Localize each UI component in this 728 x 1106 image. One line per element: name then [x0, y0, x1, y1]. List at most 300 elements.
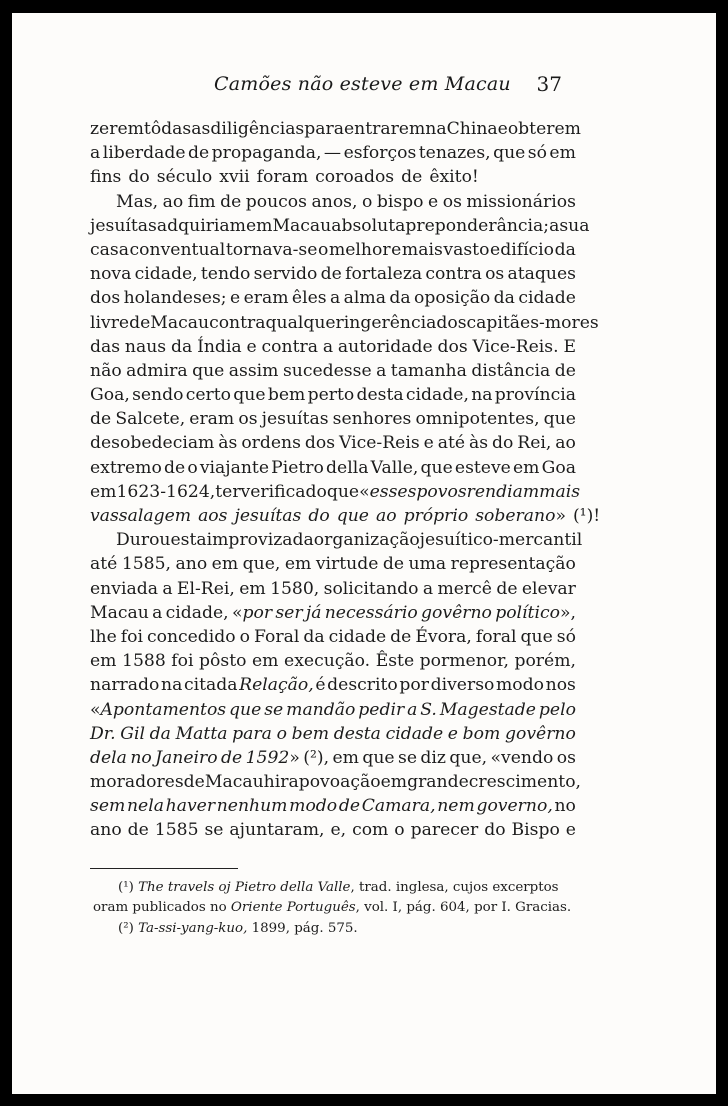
word-fragment: da [493, 288, 515, 309]
word-fragment: de [90, 409, 112, 430]
word [288, 770, 298, 794]
word [144, 117, 191, 141]
word [469, 770, 581, 794]
word [90, 625, 117, 649]
word-fragment: desta [356, 385, 404, 406]
word-fragment: Mas, [116, 191, 159, 212]
word-fragment: senhores [332, 409, 412, 430]
word-fragment: os [238, 409, 258, 430]
word-fragment: Goa [541, 457, 576, 478]
word [508, 262, 576, 286]
footnote-fragment: , trad. inglesa, cujos excerptos [350, 880, 559, 895]
word-fragment: autoridade [337, 336, 433, 357]
word-fragment: entrarem [343, 119, 426, 139]
word-fragment: só [556, 626, 576, 647]
word-fragment: tendo [200, 264, 251, 285]
word [498, 117, 508, 141]
word-fragment: e [497, 119, 508, 139]
word [184, 673, 238, 697]
word [90, 480, 116, 504]
word [244, 286, 289, 310]
word-fragment: é [315, 675, 326, 696]
word [424, 431, 434, 455]
word [383, 552, 404, 576]
word-fragment: em [252, 651, 279, 672]
word-fragment: no [130, 747, 152, 768]
word-fragment: que, [449, 747, 488, 768]
word [229, 359, 279, 383]
word-fragment: sucedesse [282, 360, 372, 381]
word-fragment: se [398, 747, 417, 768]
word-fragment: qualquer [265, 312, 344, 333]
word-fragment: organização [313, 530, 420, 551]
word-fragment: admira [126, 360, 188, 381]
word-fragment: extremo [90, 457, 162, 478]
word-fragment: narrado [90, 675, 160, 696]
word [128, 818, 149, 842]
word-fragment: ao [555, 433, 576, 454]
word-fragment: 1623-1624, [116, 481, 216, 502]
word [90, 311, 129, 335]
word-fragment: jesuítico-mercantil [419, 530, 583, 551]
word-fragment: Macau [204, 772, 264, 793]
word-fragment: representação [450, 554, 576, 575]
word [407, 698, 417, 722]
word [192, 359, 224, 383]
word [352, 818, 388, 842]
word-fragment: vasto [443, 239, 490, 260]
word [327, 480, 359, 504]
word-fragment: hir [263, 772, 289, 793]
word-fragment: pelo [538, 699, 576, 720]
word-fragment: de [187, 143, 210, 164]
text-line [90, 238, 576, 262]
word-fragment: eram [243, 288, 289, 309]
word-fragment: que [229, 699, 262, 720]
word [467, 480, 540, 504]
text-line [90, 456, 576, 480]
word [209, 311, 265, 335]
word-fragment: a [152, 602, 163, 623]
word-fragment: os [556, 747, 576, 768]
word-fragment: contra [425, 264, 482, 285]
word [220, 190, 241, 214]
word [471, 383, 492, 407]
word [284, 649, 370, 673]
word [207, 528, 314, 552]
word-fragment: a [322, 336, 334, 357]
word [557, 625, 576, 649]
word [440, 698, 536, 722]
word-fragment: Goa, [90, 385, 130, 406]
word [229, 698, 261, 722]
word-fragment: que [493, 143, 526, 164]
word-fragment: foi [171, 651, 194, 672]
word-fragment: missionários [466, 191, 576, 212]
word-fragment: naus [124, 336, 167, 357]
word-fragment: da [554, 239, 576, 260]
word-fragment: soberano [475, 506, 556, 526]
word-fragment: perto [307, 385, 355, 406]
word [234, 504, 301, 528]
word-fragment: por [242, 602, 273, 623]
word-fragment: ingerência [343, 312, 437, 333]
word [262, 407, 329, 431]
word [518, 286, 576, 310]
word-fragment: foram [256, 167, 309, 188]
word [345, 262, 422, 286]
word [132, 383, 183, 407]
text-line [90, 214, 590, 238]
word-fragment: contra [261, 336, 318, 357]
text-line [90, 649, 576, 673]
word [266, 311, 344, 335]
word [359, 480, 416, 504]
word-fragment: pormenor, [419, 651, 509, 672]
word-fragment: bem [267, 385, 306, 406]
word [90, 504, 191, 528]
word-fragment: ataques [507, 264, 576, 285]
word [246, 214, 272, 238]
word-fragment: E [563, 336, 576, 357]
word-fragment: esta [170, 530, 207, 551]
word [404, 504, 469, 528]
word [344, 141, 417, 165]
word [116, 190, 158, 214]
word [176, 722, 228, 746]
word-fragment: « [90, 699, 101, 720]
word [254, 262, 318, 286]
word [264, 698, 283, 722]
word-fragment: 1592 [245, 747, 290, 768]
word [409, 552, 447, 576]
word-fragment: necessário [324, 602, 418, 623]
word-fragment: fim [187, 191, 216, 212]
word-fragment: esforços [343, 143, 417, 164]
word [423, 577, 433, 601]
word-fragment: descrito [327, 675, 398, 696]
word-fragment: na [425, 119, 447, 139]
word [528, 141, 547, 165]
word-fragment: a [376, 360, 387, 381]
word [238, 407, 257, 431]
word [415, 407, 539, 431]
footnote-fragment: 1899, pág. 575. [247, 920, 358, 936]
word-fragment: que [233, 385, 266, 406]
word-fragment: foral [475, 626, 517, 647]
word-fragment: Matta [175, 723, 228, 744]
word-fragment: de [220, 191, 242, 212]
word-fragment: povoação [298, 772, 381, 793]
word [205, 770, 264, 794]
word [344, 286, 386, 310]
word [539, 480, 580, 504]
text-line [90, 625, 576, 649]
word-fragment: do [491, 433, 514, 454]
text-line [90, 794, 576, 818]
word-fragment: na [471, 385, 493, 406]
word [362, 746, 394, 770]
word [90, 359, 122, 383]
word-fragment: o [394, 820, 405, 841]
word-fragment: dos [437, 336, 468, 357]
word [125, 335, 166, 359]
word [127, 794, 164, 818]
text-line [90, 165, 576, 189]
word [329, 238, 391, 262]
word-fragment: governo, [476, 796, 553, 817]
word-fragment: cidade [385, 723, 444, 744]
word-fragment: a [407, 699, 418, 720]
word-fragment: fortaleza [345, 264, 423, 285]
word [272, 214, 331, 238]
word-fragment: o [239, 626, 251, 647]
word-fragment: ter [215, 481, 241, 502]
word [429, 165, 479, 189]
word-fragment: com [352, 820, 389, 841]
word [467, 311, 599, 335]
text-line [90, 722, 576, 746]
word-fragment: Janeiro [155, 747, 218, 768]
word [394, 818, 404, 842]
word [517, 431, 551, 455]
word [402, 238, 443, 262]
word [90, 770, 184, 794]
word-fragment: jesuítas [90, 215, 157, 236]
word-fragment: Índia [197, 336, 242, 357]
word-fragment: século [156, 167, 213, 188]
word-fragment: jesuítas [234, 506, 302, 526]
word [415, 625, 472, 649]
word-fragment: da [149, 723, 171, 744]
word [122, 649, 166, 673]
word-fragment: eram [189, 409, 235, 430]
word-fragment: cidade [328, 626, 387, 647]
word [283, 359, 372, 383]
word [90, 673, 159, 697]
word-fragment: o [318, 239, 329, 260]
word [376, 504, 397, 528]
word [314, 528, 420, 552]
text-line [90, 286, 576, 310]
word-fragment: Évora, [415, 626, 472, 647]
word [304, 117, 344, 141]
word-fragment: » [555, 506, 566, 526]
word [327, 673, 398, 697]
word [218, 431, 237, 455]
word [90, 431, 214, 455]
word-fragment: cidade, [165, 602, 229, 623]
word-fragment: adquiriam [156, 215, 246, 236]
word-fragment: » [289, 747, 300, 768]
word [472, 335, 558, 359]
word [184, 770, 205, 794]
word [549, 141, 575, 165]
text-line [90, 480, 581, 504]
word [386, 722, 444, 746]
word [447, 117, 498, 141]
word [229, 818, 324, 842]
word [539, 698, 576, 722]
word-fragment: por [399, 675, 429, 696]
word-fragment: concedido [146, 626, 236, 647]
footnote-fragment: Oriente Português [230, 900, 356, 916]
word-fragment: Macau [90, 602, 149, 623]
word [90, 286, 120, 310]
word [513, 456, 539, 480]
footnote-line [90, 898, 576, 918]
word [308, 383, 355, 407]
word-fragment: rendiam [466, 481, 540, 502]
word [264, 770, 289, 794]
word [324, 577, 419, 601]
word [505, 722, 576, 746]
word-fragment: Vice-Reis. [472, 336, 559, 357]
footnote-line [90, 878, 576, 898]
word [554, 794, 575, 818]
word [177, 577, 235, 601]
text-line [90, 770, 582, 794]
word [406, 383, 469, 407]
word-fragment: e [246, 336, 257, 357]
word-fragment: da [303, 626, 325, 647]
word [275, 601, 302, 625]
word [471, 359, 550, 383]
word-fragment: que [326, 481, 360, 502]
word [271, 456, 324, 480]
word-fragment: êles [291, 288, 327, 309]
word [90, 407, 111, 431]
word [466, 190, 575, 214]
word [90, 262, 131, 286]
word [544, 407, 576, 431]
word-fragment: diverso [430, 675, 495, 696]
word [495, 383, 576, 407]
word-fragment: vassalagem [90, 506, 192, 526]
word-fragment: dela [90, 747, 127, 768]
word [492, 431, 513, 455]
word-fragment: sendo [132, 385, 184, 406]
word [197, 335, 242, 359]
word [286, 698, 355, 722]
word-fragment: uma [408, 554, 447, 575]
word [555, 238, 576, 262]
word-fragment: até [437, 433, 466, 454]
word-fragment: que [192, 360, 225, 381]
word [232, 722, 272, 746]
word-fragment: bispo [376, 191, 424, 212]
word [246, 190, 307, 214]
word-fragment: della [326, 457, 369, 478]
word [546, 673, 576, 697]
word [421, 456, 453, 480]
word [522, 577, 576, 601]
word [162, 577, 172, 601]
word [496, 673, 544, 697]
word [495, 601, 576, 625]
word-fragment: e [423, 433, 434, 454]
word [239, 673, 314, 697]
word [90, 238, 129, 262]
word-fragment: mercê [437, 578, 492, 599]
word-fragment: Magestade [439, 699, 536, 720]
word [512, 818, 560, 842]
word [437, 335, 467, 359]
word-fragment: a [90, 143, 101, 164]
word-fragment: de [401, 167, 423, 188]
footnote-fragment: Ta-ssi-yang-kuo, [138, 920, 248, 936]
word-fragment: de [390, 626, 412, 647]
word [337, 504, 369, 528]
word [398, 746, 417, 770]
word [308, 504, 329, 528]
word [221, 746, 242, 770]
text-line [90, 407, 576, 431]
word-fragment: lhe [90, 626, 117, 647]
word [493, 141, 525, 165]
word [277, 722, 287, 746]
word [230, 286, 240, 310]
word [292, 722, 329, 746]
word-fragment: de [163, 457, 186, 478]
word [555, 431, 576, 455]
word [334, 722, 381, 746]
text-line [90, 262, 576, 286]
word [120, 722, 145, 746]
word [299, 770, 381, 794]
word-fragment: « [359, 481, 370, 502]
word-fragment: sem [90, 796, 126, 817]
word [332, 746, 358, 770]
word [170, 528, 206, 552]
word [490, 238, 554, 262]
text-line [90, 141, 576, 165]
word [449, 746, 487, 770]
word-fragment: dos [436, 312, 467, 333]
word [247, 335, 257, 359]
word [563, 335, 576, 359]
word [344, 311, 437, 335]
word-fragment: absoluta [331, 215, 406, 236]
word [90, 117, 144, 141]
word [463, 722, 501, 746]
word-fragment: e [447, 723, 458, 744]
word [305, 431, 335, 455]
word-fragment: execução. [284, 651, 371, 672]
word [204, 818, 223, 842]
word-fragment: aos [198, 506, 228, 526]
text-line [90, 577, 576, 601]
word-fragment: », [559, 602, 576, 623]
word [338, 335, 433, 359]
word-fragment: coroados [315, 167, 395, 188]
word [252, 649, 278, 673]
word [339, 431, 420, 455]
word [164, 456, 185, 480]
word-fragment: assim [228, 360, 279, 381]
word [157, 165, 213, 189]
word [155, 818, 199, 842]
word-fragment: Salcete, [115, 409, 186, 430]
word-fragment: às [468, 433, 489, 454]
word-fragment: fins [90, 167, 122, 188]
word [166, 794, 215, 818]
word [126, 359, 188, 383]
word [521, 625, 553, 649]
word [362, 794, 436, 818]
word-fragment: preponderância; [405, 215, 550, 236]
word [303, 746, 329, 770]
